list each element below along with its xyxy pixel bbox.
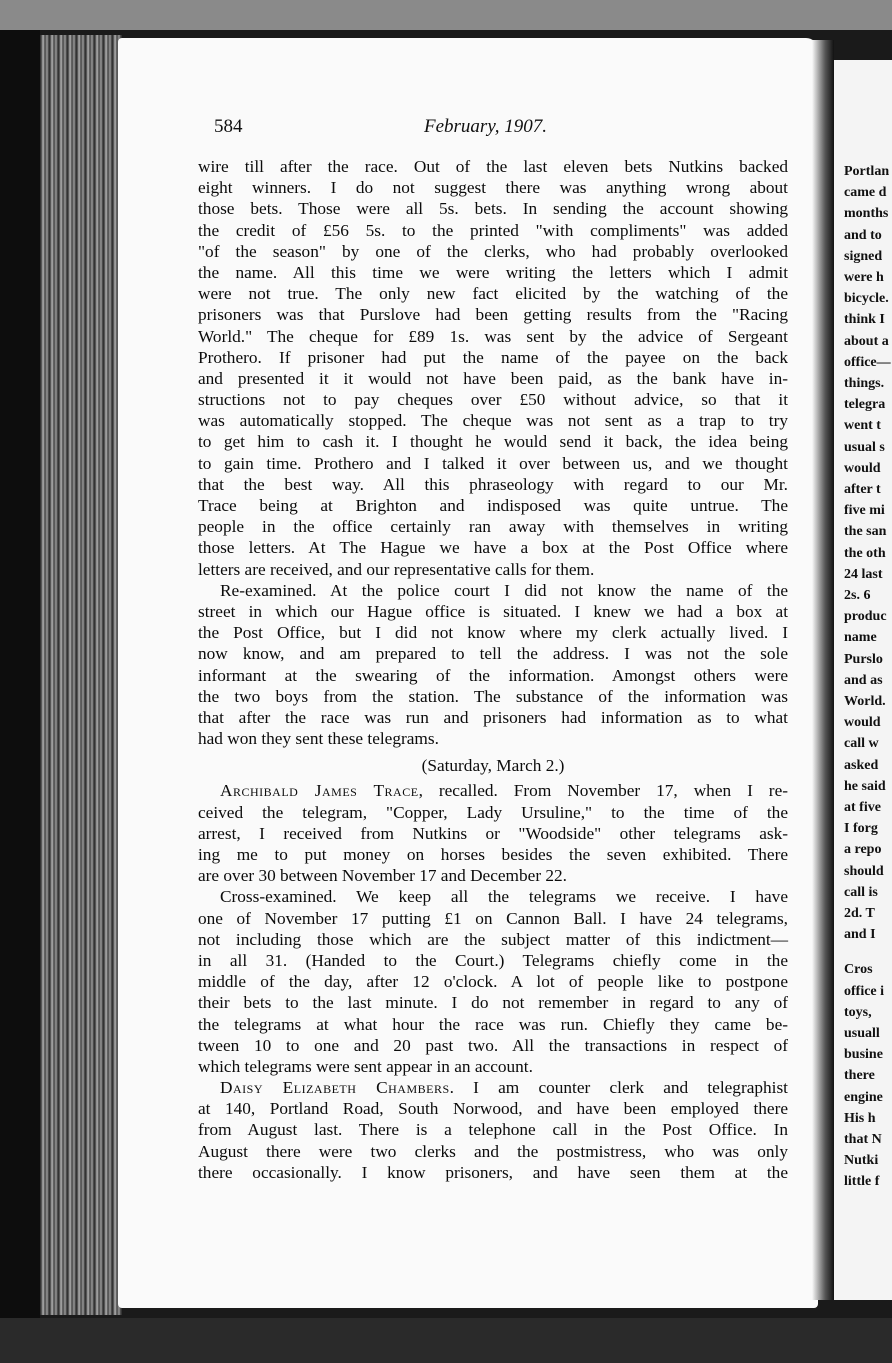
text-line: to get him to cash it. I thought he would send it back, the idea being xyxy=(198,432,788,452)
text-line: Daisy Elizabeth Chambers. I am counter clerk and telegraphist xyxy=(220,1078,788,1098)
facing-page-text-fragment: 24 last xyxy=(844,566,883,582)
text-line: those bets. Those were all 5s. bets. In sending the account showing xyxy=(198,199,788,219)
facing-page-text-fragment: call w xyxy=(844,736,879,752)
text-line: middle of the day, after 12 o'clock. A lot of people like to postpone xyxy=(198,972,788,992)
facing-page-text-fragment: 2d. T xyxy=(844,906,875,921)
facing-page-text-fragment: about a xyxy=(844,333,889,349)
facing-page-text-fragment: think I xyxy=(844,312,885,328)
text-line: from August last. There is a telephone call in the Post Office. In xyxy=(198,1120,788,1140)
facing-page-text-fragment: little f xyxy=(844,1174,880,1190)
text-line: those letters. At The Hague we have a box at the Post Office where xyxy=(198,538,788,558)
facing-page-fragment xyxy=(834,60,892,1300)
scan-edge-top xyxy=(0,0,892,30)
text-line: at 140, Portland Road, South Norwood, and have been employed there xyxy=(198,1099,788,1119)
facing-page-text-fragment: asked xyxy=(844,757,879,773)
facing-page-text-fragment: signed xyxy=(844,248,883,264)
witness-name: Daisy Elizabeth Chambers xyxy=(220,1078,450,1098)
facing-page-text-fragment: produc xyxy=(844,609,887,625)
text-line: Trace being at Brighton and indisposed was quite untrue. The xyxy=(198,496,788,515)
facing-page-text-fragment: office— xyxy=(844,354,891,370)
facing-page-text-fragment: there xyxy=(844,1068,875,1084)
witness-name: Archibald James Trace xyxy=(220,781,419,801)
facing-page-text-fragment: and to xyxy=(844,227,882,243)
text-line: ing me to put money on horses besides the seven exhibited. There xyxy=(198,845,788,864)
book-page-edges xyxy=(40,35,122,1315)
facing-page-text-fragment: Nutki xyxy=(844,1153,879,1169)
text-line: Prothero. If prisoner had put the name of the payee on the back xyxy=(198,347,788,367)
text-line: structions not to pay cheques over £50 without advice, so that it xyxy=(198,390,788,410)
facing-page-text-fragment: call is xyxy=(844,884,878,900)
text-line: the name. All this time we were writing the letters which I admit xyxy=(198,262,788,282)
text-line: the credit of £56 5s. to the printed "with compliments" was added xyxy=(198,220,788,240)
facing-page-text-fragment: His h xyxy=(844,1110,876,1126)
facing-page-text-fragment: I forg xyxy=(844,821,878,837)
text-line: not including those which are the subject matter of this indictment— xyxy=(198,929,788,949)
section-date-heading: (Saturday, March 2.) xyxy=(421,756,565,776)
facing-page-text-fragment: after t xyxy=(844,482,881,497)
facing-page-text-fragment: would xyxy=(844,460,881,476)
text-line: Archibald James Trace, recalled. From November 17, when I re- xyxy=(220,781,788,801)
text-line: were not true. The only new fact elicited by the watching of the xyxy=(198,284,788,304)
text-line: Re-examined. At the police court I did not know the name of the xyxy=(220,580,788,600)
facing-page-text-fragment: the san xyxy=(844,524,887,540)
facing-page-text-fragment: office i xyxy=(844,983,885,999)
scan-edge-left xyxy=(0,0,40,1363)
text-line: in all 31. (Handed to the Court.) Telegrams chiefly come in the xyxy=(198,950,788,970)
facing-page-text-fragment: the oth xyxy=(844,545,886,561)
text-line: that the best way. All this phraseology with regard to our Mr. xyxy=(198,474,788,494)
facing-page-text-fragment: telegra xyxy=(844,397,886,413)
facing-page-text-fragment: would xyxy=(844,715,881,731)
facing-page-text-fragment: engine xyxy=(844,1089,883,1105)
text-line: there occasionally. I know prisoners, and have seen them at the xyxy=(198,1162,788,1182)
text-line: their bets to the last minute. I do not remember in regard to any of xyxy=(198,993,788,1013)
facing-page-text-fragment: should xyxy=(844,863,884,879)
facing-page-text-fragment: bicycle. xyxy=(844,291,889,307)
facing-page-text-fragment: came d xyxy=(844,185,887,201)
book-gutter xyxy=(812,40,834,1300)
scan-edge-bottom xyxy=(0,1318,892,1363)
text-line: the telegrams at what hour the race was run. Chiefly they came be- xyxy=(198,1014,788,1034)
text-line: tween 10 to one and 20 past two. All the transactions in respect of xyxy=(198,1035,788,1055)
text-line: street in which our Hague office is situated. I knew we had a box at xyxy=(198,601,788,621)
facing-page-text-fragment: went t xyxy=(844,418,881,434)
text-line: "of the season" by one of the clerks, who had probably overlooked xyxy=(198,241,788,261)
facing-page-text-fragment: that N xyxy=(844,1132,882,1147)
facing-page-text-fragment: things. xyxy=(844,376,885,391)
facing-page-text-fragment: usual s xyxy=(844,439,885,455)
facing-page-text-fragment: busine xyxy=(844,1047,883,1063)
facing-page-text-fragment: Purslo xyxy=(844,651,883,667)
text-line: had won they sent these telegrams. xyxy=(198,729,439,749)
text-line: one of November 17 putting £1 on Cannon Ball. I have 24 telegrams, xyxy=(198,908,788,928)
text-line: eight winners. I do not suggest there was anything wrong about xyxy=(198,178,788,198)
facing-page-text-fragment: toys, xyxy=(844,1004,872,1020)
facing-page-text-fragment: usuall xyxy=(844,1026,880,1041)
text-line: and presented it it would not have been paid, as the bank have in- xyxy=(198,368,788,388)
text-line: the two boys from the station. The substance of the information was xyxy=(198,686,788,706)
text-line: letters are received, and our representative calls for them. xyxy=(198,559,595,579)
text-line: that after the race was run and prisoners had information as to what xyxy=(198,707,788,727)
page-header xyxy=(214,116,794,140)
text-line: are over 30 between November 17 and December 22. xyxy=(198,866,567,886)
facing-page-text-fragment: months xyxy=(844,206,889,222)
text-line: which telegrams were sent appear in an account. xyxy=(198,1056,533,1076)
facing-page-text-fragment: he said xyxy=(844,778,886,794)
text-line: August there were two clerks and the postmistress, who was only xyxy=(198,1141,788,1161)
facing-page-text-fragment: Portlan xyxy=(844,164,890,179)
running-title xyxy=(424,116,547,138)
text-line: was automatically stopped. The cheque was not sent as a trap to try xyxy=(198,411,788,431)
text-line: Cross-examined. We keep all the telegrams we receive. I have xyxy=(220,887,788,907)
text-line: now know, and am prepared to tell the address. I was not the sole xyxy=(198,644,788,664)
facing-page-text-fragment: Cros xyxy=(844,962,873,978)
facing-page-text-fragment: World. xyxy=(844,694,886,709)
running-title-text: February, 1907. xyxy=(424,116,547,137)
facing-page-text-fragment: and I xyxy=(844,927,876,943)
facing-page-text-fragment: a repo xyxy=(844,842,882,858)
page-body-text xyxy=(198,156,788,1183)
facing-page-text-fragment: name xyxy=(844,630,877,646)
text-line: prisoners was that Purslove had been getting results from the "Racing xyxy=(198,305,788,325)
text-line: arrest, I received from Nutkins or "Woodside" other telegrams ask- xyxy=(198,823,788,843)
text-line: ceived the telegram, "Copper, Lady Ursuline," to the time of the xyxy=(198,802,788,822)
page-number: 584 xyxy=(214,116,243,137)
text-line: World." The cheque for £89 1s. was sent by the advice of Sergeant xyxy=(198,326,788,346)
text-line: the Post Office, but I did not know where my clerk actually lived. I xyxy=(198,623,788,643)
facing-page-text-fragment: at five xyxy=(844,800,881,815)
text-line: wire till after the race. Out of the last eleven bets Nutkins backed xyxy=(198,157,788,176)
facing-page-text-fragment: 2s. 6 xyxy=(844,588,871,603)
facing-page-text-fragment: were h xyxy=(844,270,884,285)
text-line: informant at the swearing of the information. Amongst others were xyxy=(198,665,788,685)
facing-page-text-fragment: five mi xyxy=(844,503,885,519)
facing-page-text-fragment: and as xyxy=(844,672,883,688)
text-line: to gain time. Prothero and I talked it over between us, and we thought xyxy=(198,453,788,473)
text-line: people in the office certainly ran away with themselves in writing xyxy=(198,517,788,537)
